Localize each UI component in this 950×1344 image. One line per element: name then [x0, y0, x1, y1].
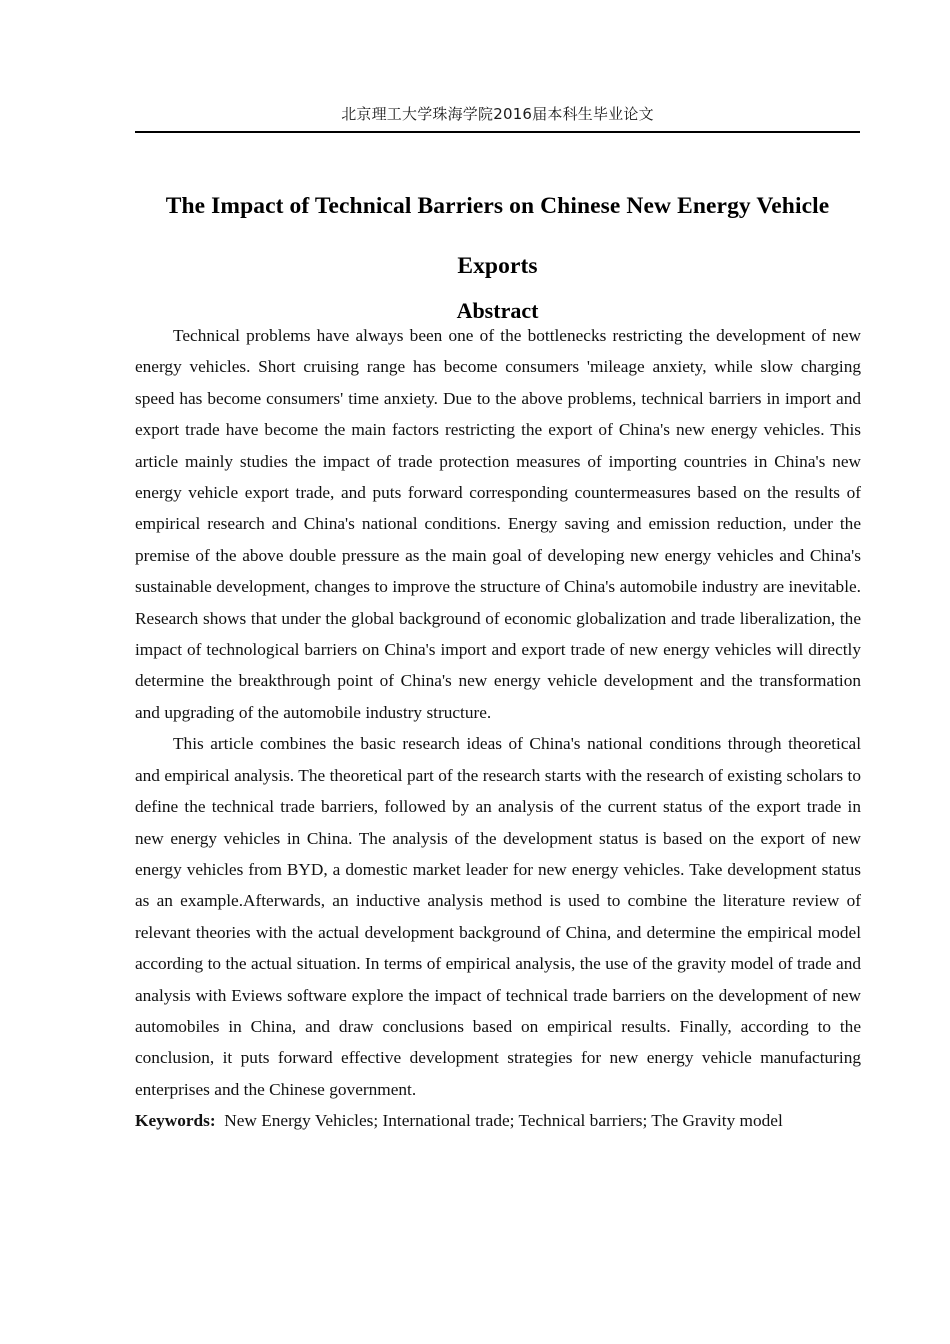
abstract-heading: Abstract — [456, 298, 539, 324]
abstract-paragraph-2: This article combines the basic research ideas of China's national conditions through theoretical and empirical analysis. The theoretical part of the research starts with the research of existing scholars to define the technical trade barriers, followed by an analysis of the current status of the export trade in new energy vehicles in China. The analysis of the development status is based on the export of new energy vehicles from BYD, a domestic market leader for new energy vehicles. Take development status as an example.Afterwards, an inductive analysis method is used to combine the literature review of relevant theories with the actual development background of China, and determine the empirical model according to the actual situation. In terms of empirical analysis, the use of the gravity model of trade and analysis with Eviews software explore the impact of technical trade barriers on the development of new automobiles in China, and draw conclusions based on empirical results. Finally, according to the conclusion, it puts forward effective development strategies for new energy vehicle manufacturing enterprises and the Chinese government. — [135, 734, 861, 1099]
page-title-line-2: Exports — [457, 252, 538, 279]
abstract-body — [135, 320, 861, 1137]
keywords-value: New Energy Vehicles; International trade; Technical barriers; The Gravity model — [224, 1111, 783, 1131]
abstract-paragraph-1: Technical problems have always been one of the bottlenecks restricting the development of new energy vehicles. Short cruising range has become consumers 'mileage anxiety, while slow charging speed has become consumers' time anxiety. Due to the above problems, technical barriers in import and export trade have become the main factors restricting the export of China's new energy vehicles. This article mainly studies the impact of trade protection measures of importing countries in China's new energy vehicle export trade, and puts forward corresponding countermeasures based on the results of empirical research and China's national conditions. Energy saving and emission reduction, under the premise of the above double pressure as the main goal of developing new energy vehicles and China's sustainable development, changes to improve the structure of China's automobile industry are inevitable. Research shows that under the global background of economic globalization and trade liberalization, the impact of technological barriers on China's import and export trade of new energy vehicles will directly determine the breakthrough point of China's new energy vehicle development and the transformation and upgrading of the automobile industry structure. — [135, 326, 861, 722]
page-title-line-1: The Impact of Technical Barriers on Chinese New Energy Vehicle — [165, 192, 830, 219]
page-title — [135, 176, 860, 296]
header-divider-rule — [135, 131, 860, 133]
keywords-line — [135, 1105, 861, 1136]
running-header — [135, 104, 860, 124]
running-header-text: 北京理工大学珠海学院2016届本科生毕业论文 — [341, 105, 654, 123]
keywords-label: Keywords: — [135, 1111, 216, 1131]
